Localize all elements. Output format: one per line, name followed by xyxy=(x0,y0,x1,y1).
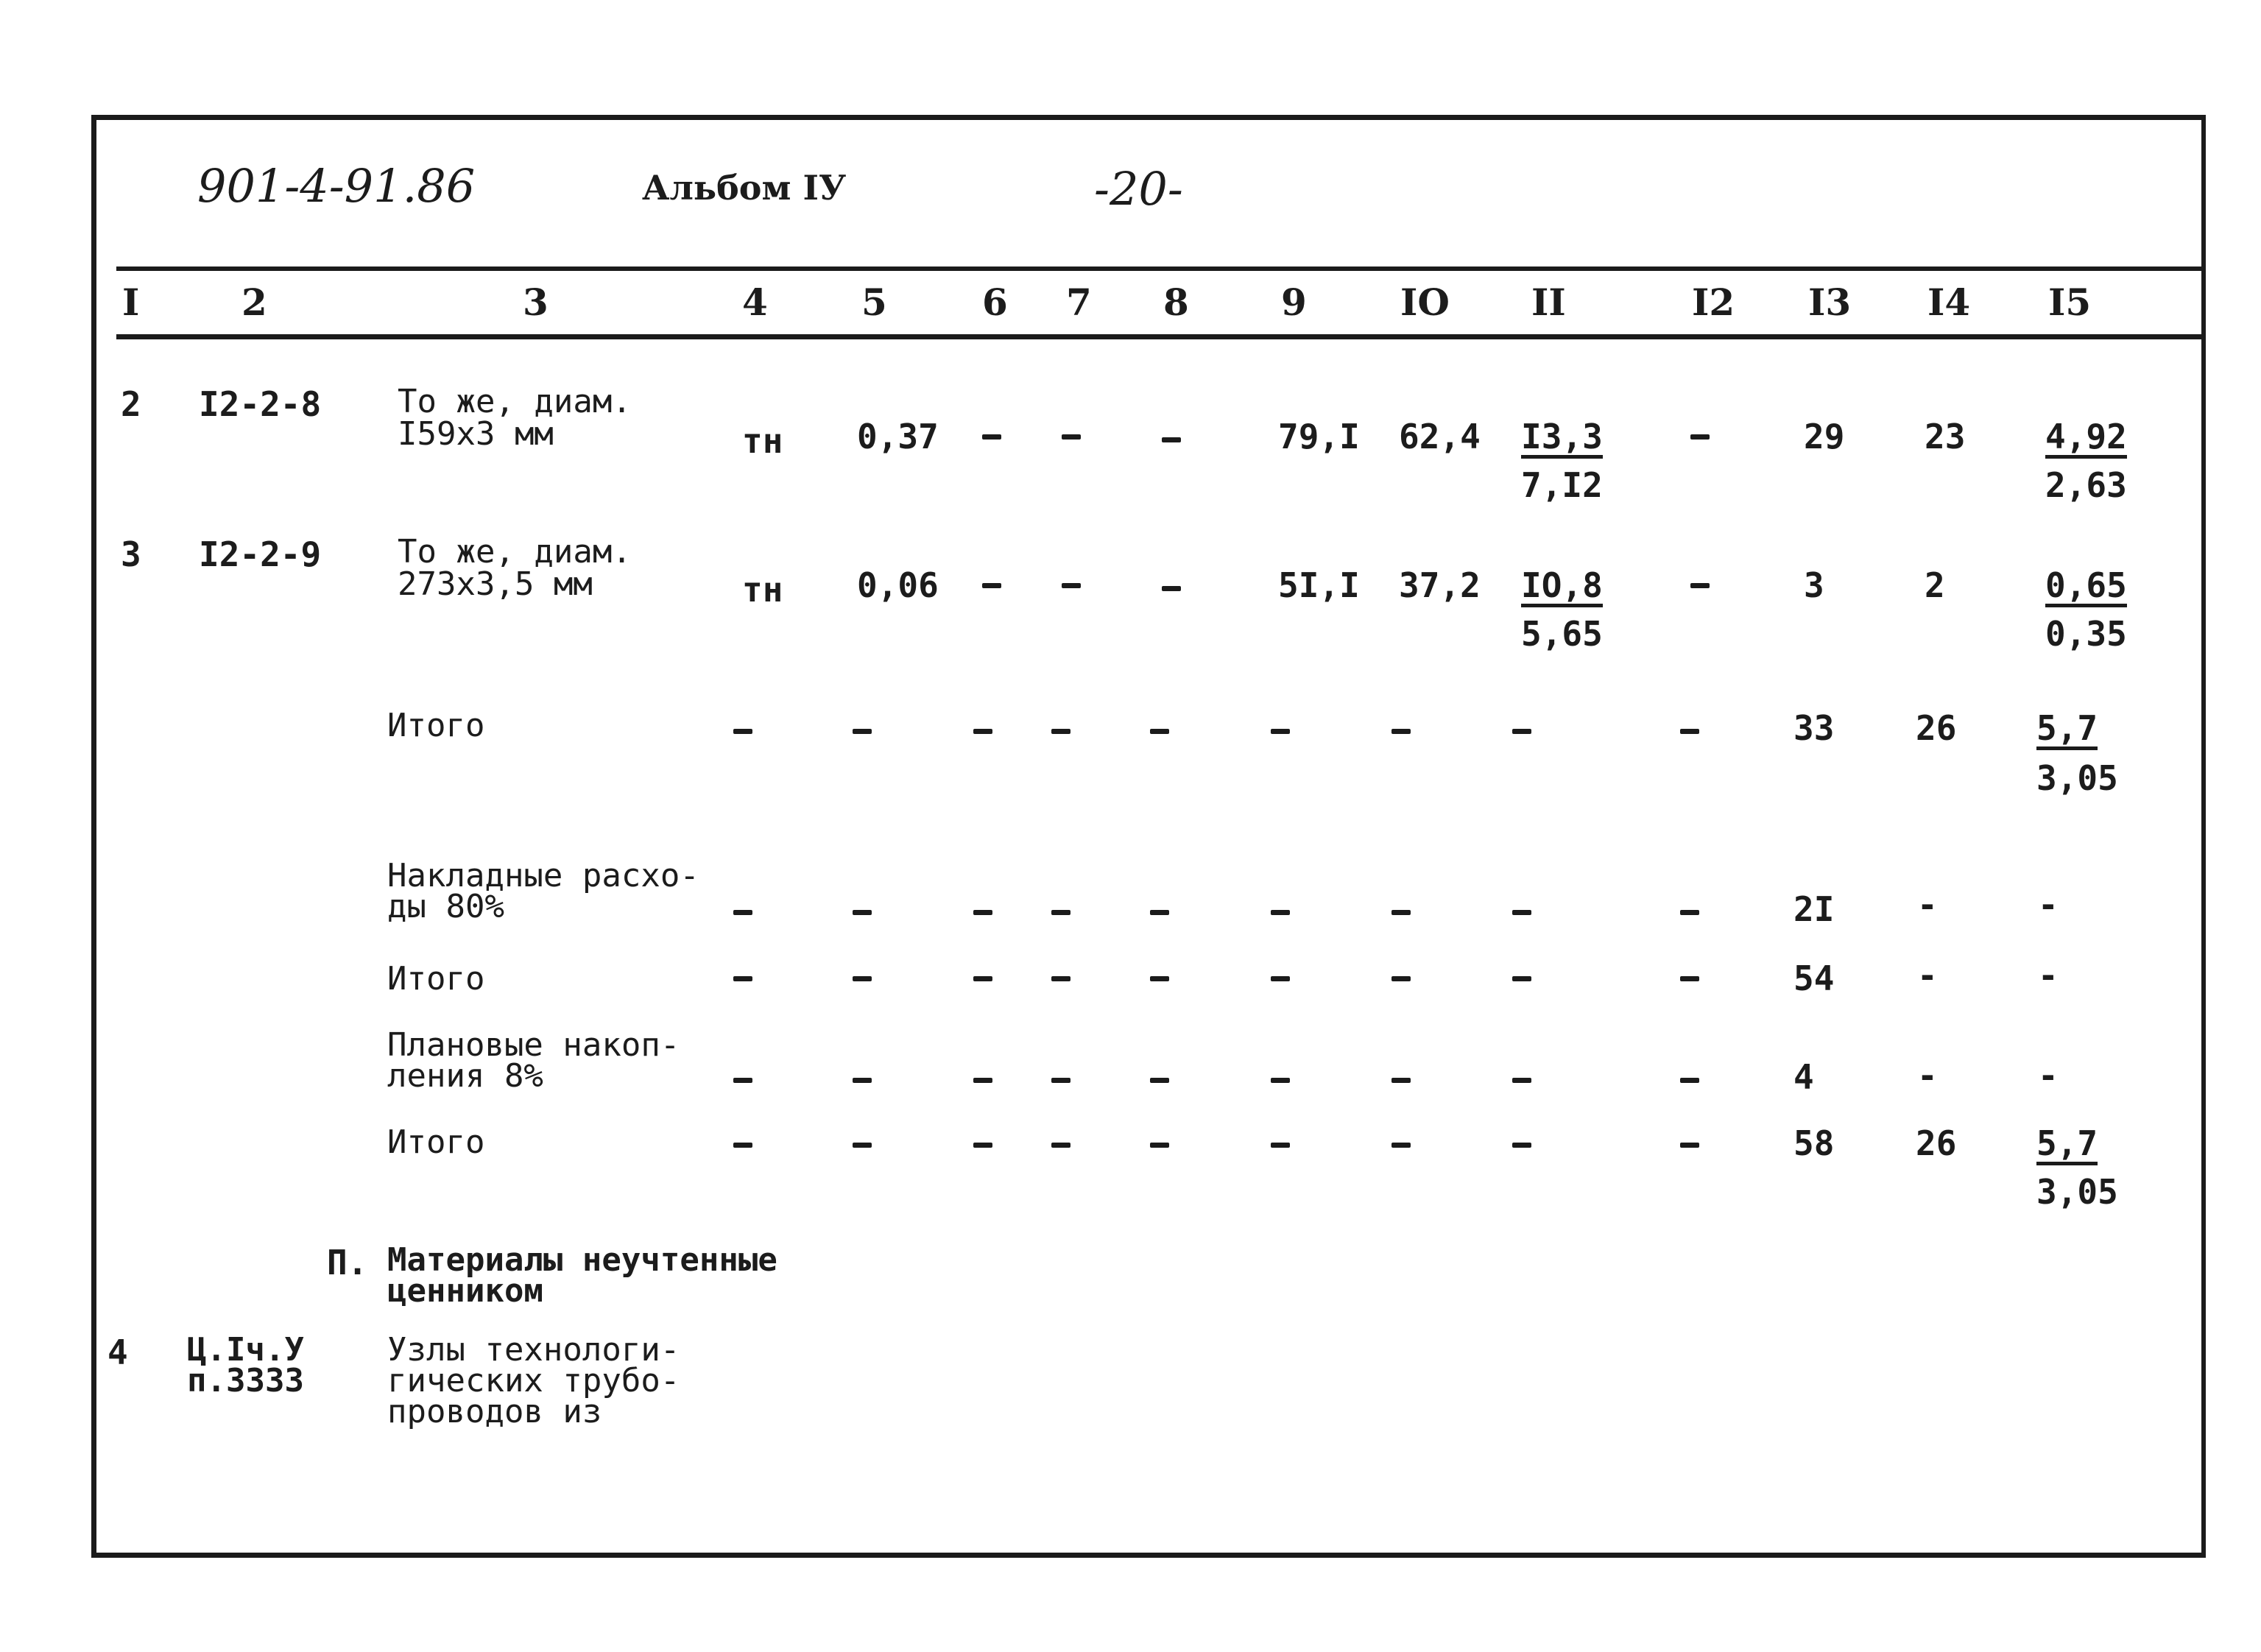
dash-12 xyxy=(1690,583,1710,588)
dash xyxy=(1271,976,1290,981)
page-number: -20- xyxy=(1094,162,1183,216)
row-name-line1: То же, диам. xyxy=(398,383,632,420)
row-code-line2: п.3333 xyxy=(187,1362,304,1399)
col-header-9: 9 xyxy=(1281,280,1307,324)
row-col11-top: IO,8 xyxy=(1521,568,1603,607)
summary-col15: - xyxy=(2038,885,2059,925)
row-code: I2-2-8 xyxy=(199,384,322,424)
row-quantity: 0,06 xyxy=(857,565,939,605)
row-col15-top: 0,65 xyxy=(2045,568,2127,607)
dash xyxy=(1680,729,1699,734)
summary-label-line1: Накладные расхо- xyxy=(387,857,699,894)
album-label: Альбом IУ xyxy=(642,168,847,208)
section-title-line1: Материалы неучтенные xyxy=(387,1241,777,1279)
summary-col14: 26 xyxy=(1916,1123,1957,1163)
dash-8 xyxy=(1162,586,1181,591)
row-name-line2: гических трубо- xyxy=(387,1362,680,1399)
dash xyxy=(1680,1143,1699,1148)
document-number: 901-4-91.86 xyxy=(197,159,476,213)
row-col13: 29 xyxy=(1804,417,1845,456)
dash xyxy=(733,1078,752,1083)
dash xyxy=(1680,910,1699,915)
summary-col15-top: 5,7 xyxy=(2036,711,2098,750)
summary-col13: 2I xyxy=(1793,889,1835,929)
dash xyxy=(1512,729,1531,734)
dash xyxy=(1271,729,1290,734)
dash xyxy=(1150,1078,1169,1083)
summary-label: Итого xyxy=(387,707,485,744)
row-col11-top: I3,3 xyxy=(1521,420,1603,459)
col-header-14: I4 xyxy=(1927,280,1971,324)
summary-col15-bottom: 3,05 xyxy=(2036,758,2118,798)
row-name-line1: Узлы технологи- xyxy=(387,1331,680,1369)
summary-label-line2: ления 8% xyxy=(387,1057,543,1095)
dash xyxy=(1512,976,1531,981)
dash-8 xyxy=(1162,437,1181,442)
dash xyxy=(973,976,992,981)
dash xyxy=(1680,1078,1699,1083)
row-number: 3 xyxy=(121,534,141,574)
dash xyxy=(1271,910,1290,915)
row-code: I2-2-9 xyxy=(199,534,322,574)
summary-col13: 54 xyxy=(1793,959,1835,998)
row-col15-bottom: 0,35 xyxy=(2045,614,2127,654)
dash-6 xyxy=(982,583,1001,588)
col-header-2: 2 xyxy=(241,280,267,324)
summary-col14: 26 xyxy=(1916,708,1957,748)
summary-col14: - xyxy=(1917,956,1938,995)
dash-6 xyxy=(982,434,1001,440)
row-number: 2 xyxy=(121,384,141,424)
col-header-4: 4 xyxy=(742,280,768,324)
dash xyxy=(733,1143,752,1148)
section-title-line2: ценником xyxy=(387,1272,543,1310)
dash xyxy=(1391,910,1411,915)
header-bottom-rule xyxy=(116,334,2201,339)
summary-label-line2: ды 80% xyxy=(387,888,504,925)
dash xyxy=(1051,1143,1070,1148)
summary-col13: 58 xyxy=(1793,1123,1835,1163)
col-header-13: I3 xyxy=(1808,280,1852,324)
dash xyxy=(1150,729,1169,734)
dash xyxy=(1150,910,1169,915)
row-col13: 3 xyxy=(1804,565,1824,605)
dash xyxy=(1271,1143,1290,1148)
dash xyxy=(1391,1143,1411,1148)
dash xyxy=(733,976,752,981)
row-name-line1: То же, диам. xyxy=(398,533,632,571)
dash xyxy=(1051,976,1070,981)
summary-col13: 33 xyxy=(1793,708,1835,748)
summary-col15: - xyxy=(2038,956,2059,995)
summary-col15-top: 5,7 xyxy=(2036,1126,2098,1165)
dash xyxy=(1391,729,1411,734)
row-number: 4 xyxy=(107,1332,128,1372)
row-code-line1: Ц.Iч.У xyxy=(187,1331,304,1369)
dash xyxy=(733,729,752,734)
dash-7 xyxy=(1062,434,1081,440)
dash xyxy=(973,1143,992,1148)
dash xyxy=(1150,1143,1169,1148)
dash xyxy=(853,910,872,915)
row-col11-bottom: 5,65 xyxy=(1521,614,1603,654)
summary-col14: - xyxy=(1917,1056,1938,1095)
row-unit: тн xyxy=(742,421,783,461)
dash xyxy=(1391,976,1411,981)
summary-col15: - xyxy=(2038,1056,2059,1095)
col-header-8: 8 xyxy=(1163,280,1189,324)
col-header-3: 3 xyxy=(523,280,549,324)
dash xyxy=(1512,1078,1531,1083)
col-header-11: II xyxy=(1531,280,1566,324)
dash xyxy=(1051,1078,1070,1083)
row-col14: 23 xyxy=(1925,417,1966,456)
col-header-6: 6 xyxy=(982,280,1008,324)
dash xyxy=(1271,1078,1290,1083)
summary-label-line1: Плановые накоп- xyxy=(387,1026,680,1064)
row-name-line2: 273x3,5 мм xyxy=(398,565,593,603)
dash xyxy=(853,1143,872,1148)
col-header-15: I5 xyxy=(2048,280,2092,324)
dash xyxy=(1051,729,1070,734)
row-name-line2: I59x3 мм xyxy=(398,415,554,453)
dash xyxy=(1512,1143,1531,1148)
dash xyxy=(733,910,752,915)
dash xyxy=(973,910,992,915)
dash xyxy=(853,976,872,981)
summary-col15-bottom: 3,05 xyxy=(2036,1172,2118,1212)
dash xyxy=(1391,1078,1411,1083)
dash xyxy=(1512,910,1531,915)
col-header-7: 7 xyxy=(1066,280,1092,324)
dash xyxy=(973,1078,992,1083)
section-numeral: П. xyxy=(327,1243,368,1282)
row-col14: 2 xyxy=(1925,565,1945,605)
row-col15-top: 4,92 xyxy=(2045,420,2127,459)
row-unit: тн xyxy=(742,570,783,610)
col-header-12: I2 xyxy=(1692,280,1735,324)
dash xyxy=(1150,976,1169,981)
row-col9: 79,I xyxy=(1278,417,1360,456)
row-col15-bottom: 2,63 xyxy=(2045,465,2127,505)
dash xyxy=(853,1078,872,1083)
dash xyxy=(853,729,872,734)
summary-col13: 4 xyxy=(1793,1057,1814,1097)
col-header-5: 5 xyxy=(861,280,887,324)
dash-12 xyxy=(1690,434,1710,440)
col-header-10: IO xyxy=(1400,280,1450,324)
row-col10: 62,4 xyxy=(1399,417,1481,456)
col-header-1: I xyxy=(122,280,140,324)
header-top-rule xyxy=(116,266,2201,271)
summary-label: Итого xyxy=(387,1123,485,1161)
dash xyxy=(1680,976,1699,981)
row-col10: 37,2 xyxy=(1399,565,1481,605)
row-col9: 5I,I xyxy=(1278,565,1360,605)
dash-7 xyxy=(1062,583,1081,588)
dash xyxy=(1051,910,1070,915)
row-name-line3: проводов из xyxy=(387,1393,602,1430)
row-quantity: 0,37 xyxy=(857,417,939,456)
dash xyxy=(973,729,992,734)
row-col11-bottom: 7,I2 xyxy=(1521,465,1603,505)
summary-col14: - xyxy=(1917,885,1938,925)
summary-label: Итого xyxy=(387,960,485,998)
